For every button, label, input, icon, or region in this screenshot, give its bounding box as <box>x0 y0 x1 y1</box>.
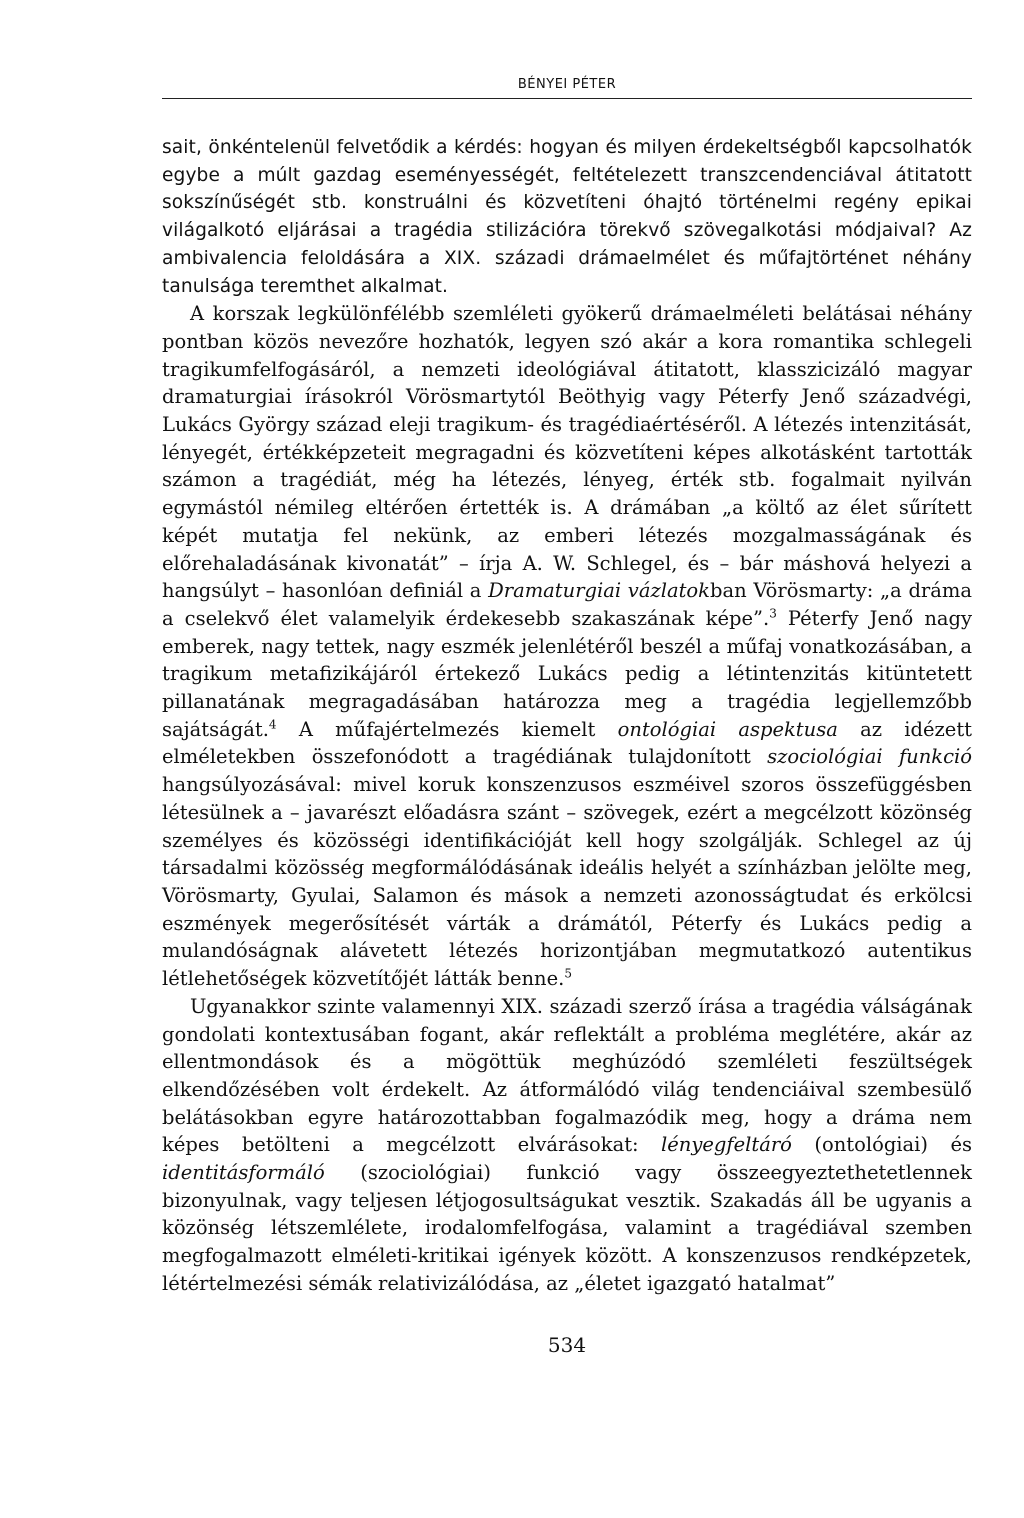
paragraph-2 <box>162 300 972 993</box>
paragraph-2-italic-1: Dramaturgiai vázlatok <box>488 579 710 603</box>
paragraph-3-text-3: (szociológiai) funkció vagy összeegyeztethetetlennek bizonyulnak, vagy teljesen létjogosultságukat vesztik. Szakadás áll be ugyanis a közönség létszemlélete, irodalomfelfogása, valamint a tragédiával szemben megfogalmazott elméleti-kritikai igények között. A konszenzusos rendképzetek, létértelmezési sémák relativizálódása, az „életet igazgató hatalmat” <box>162 1161 972 1295</box>
footnote-ref-5[interactable]: 5 <box>564 966 572 981</box>
body-text <box>162 134 972 1298</box>
paragraph-2-italic-2: ontológiai aspektusa <box>617 717 838 741</box>
paragraph-3-text-1: Ugyanakkor szinte valamennyi XIX. századi szerző írása a tragédia válságának gondolati kontextusában fogant, akár reflektált a probléma meglétére, akár az ellentmondások és a mögöttük meghúzódó szemléleti feszültségek elkendőzésében volt érdekelt. Az átformálódó világ tendenciáival szembesülő belátásokban egyre határozottabban fogalmazódik meg, hogy a dráma nem képes betölteni a megcélzott elvárásokat: <box>162 994 972 1157</box>
paragraph-3 <box>162 993 972 1298</box>
paragraph-2-text-5: az idézett elméletekben összefonódott a tragédiának tulajdonított <box>162 717 973 769</box>
header-rule <box>162 98 972 99</box>
paragraph-2-text-1: A korszak legkülönfélébb szemléleti gyökerű drámaelméleti belátásai néhány pontban közös nevezőre hozhatók, legyen szó akár a kora romantika schlegeli tragikumfelfogásáról, a nemzeti ideológiával átitatott, klasszicizáló magyar dramaturgiai írásokról Vörösmartytól Beöthyig vagy Péterfy Jenő századvégi, Lukács György század eleji tragikum- és tragédiaértéséről. A létezés intenzitását, lényegét, értékképzeteit megragadni és közvetíteni képes alkotásként tartották számon a tragédiát, még ha létezés, lényeg, érték stb. fogalmait nyilván egymástól némileg eltérően értették is. A drámában „a költő az élet sűrített képét mutatja fel nekünk, az emberi létezés mozgalmasságának és előrehaladásának kivonatát” – írja A. W. Schlegel, és – bár máshová helyezi a hangsúlyt – hasonlóan definiál a <box>162 302 972 603</box>
footnote-ref-4[interactable]: 4 <box>268 717 277 732</box>
footnote-ref-3[interactable]: 3 <box>769 606 777 621</box>
paragraph-2-italic-3: szociológiai funkció <box>767 745 972 769</box>
paragraph-3-italic-2: identitásformáló <box>162 1161 325 1185</box>
page-number: 534 <box>547 1333 587 1357</box>
paragraph-3-text-2: (ontológiai) és <box>791 1133 972 1157</box>
paragraph-2-text-4: A műfajértelmezés kiemelt <box>276 717 618 741</box>
paragraph-1: sait, önkéntelenül felvetődik a kérdés: hogyan és milyen érdekeltségből kapcsolhatók egybe a múlt gazdag eseményességét, feltételezett transzcendenciával átitatott sokszínűségét stb. konstruálni és közvetíteni óhajtó történelmi regény epikai világalkotó eljárásai a tragédia stilizációra törekvő szövegalkotási módjaival? Az ambivalencia feloldására a XIX. századi drámaelmélet és műfajtörténet néhány tanulsága teremthet alkalmat. <box>162 137 972 297</box>
paragraph-2-text-3: Péterfy Jenő nagy emberek, nagy tettek, nagy eszmék jelenlétéről beszél a műfaj vonatkozásában, a tragikum metafizikájáról értekező Lukács pedig a létintenzitás kitüntetett pillanatának megragadásában határozza meg a tragédia legjellemzőbb sajátságát. <box>162 606 973 741</box>
paragraph-3-italic-1: lényegfeltáró <box>661 1133 792 1157</box>
paragraph-2-text-6: hangsúlyozásával: mivel koruk konszenzusos eszméivel szoros összefüggésben létesülnek a – javarészt előadásra szánt – szövegek, ezért a megcélzott közönség személyes és közösségi identifikációját kell hogy szolgálják. Schlegel az új társadalmi közösség megformálódásának ideális helyét a színházban jelölte meg, Vörösmarty, Gyulai, Salamon és mások a nemzeti azonosságtudat és erkölcsi eszmények megerősítését várták a drámától, Péterfy és Lukács pedig a mulandóságnak alávetett létezés horizontjában megmutatkozó autentikus létlehetőségek közvetítőjét látták benne. <box>162 773 972 991</box>
paragraph-2-text-2: ban Vörösmarty: „a dráma a cselekvő élet valamelyik érdekesebb szakaszának képe”. <box>162 579 972 630</box>
running-header: BÉNYEI PÉTER <box>517 77 617 92</box>
